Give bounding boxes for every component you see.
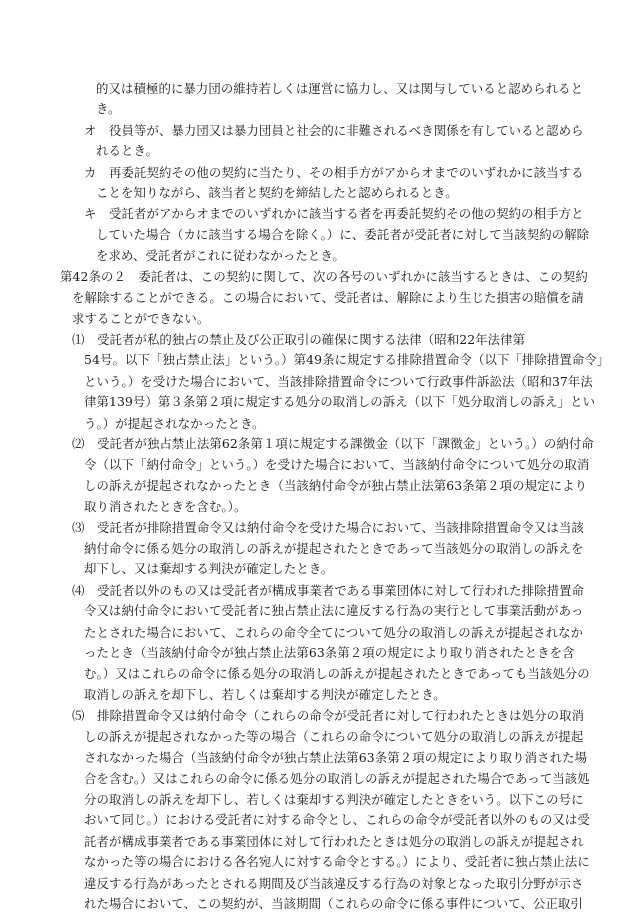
article-42-2: 第42条の２ 委託者は、この契約に関して、次の各号のいずれかに該当するときは、この契約 [60, 268, 588, 284]
text-line: 令（以下「納付命令」という。）を受けた場合において、当該納付命令について処分の取消 [84, 457, 590, 473]
text-line: 合を含む。）又はこれらの命令に係る処分の取消しの訴えが提起された場合であって当該処 [84, 770, 590, 786]
item-5: ⑸ 排除措置命令又は納付命令（これらの命令が受託者に対して行われたときは処分の取消 [72, 708, 585, 724]
item-4: ⑷ 受託者以外のもの又は受託者が構成事業者である事業団体に対して行われた排除措置命 [72, 582, 585, 598]
text-line: しの訴えが提起されなかったとき（当該納付命令が独占禁止法第63条第２項の規定により [84, 477, 588, 493]
text-line: 取り消されたときを含む。）。 [84, 499, 247, 515]
item-3: ⑶ 受託者が排除措置命令又は納付命令を受けた場合において、当該排除措置命令又は当該 [72, 519, 584, 535]
text-line: 54号。以下「独占禁止法」という。）第49条に規定する排除措置命令（以下「排除措置命令」 [84, 352, 610, 368]
text-line: 分の取消しの訴えを却下し、若しくは棄却する判決が確定したときをいう。以下この号に [84, 791, 584, 807]
text-line: という。）を受けた場合において、当該排除措置命令について行政事件訴訟法（昭和37年法 [84, 373, 593, 389]
text-line: 取消しの訴えを却下し、若しくは棄却する判決が確定したとき。 [84, 686, 446, 702]
text-line: れた場合において、この契約が、当該期間（これらの命令に係る事件について、公正取引 [84, 896, 583, 911]
text-line: 律第139号）第３条第２項に規定する処分の取消しの訴え（以下「処分取消しの訴え」とい [84, 394, 596, 410]
item-1: ⑴ 受託者が私的独占の禁止及び公正取引の確保に関する法律（昭和22年法律第 [72, 331, 526, 347]
text-line: おいて同じ。）における受託者に対する命令とし、これらの命令が受託者以外のもの又は受 [84, 812, 590, 828]
text-line: 違反する行為があったとされる期間及び当該違反する行為の対象となった取引分野が示さ [84, 875, 584, 891]
text-line: しの訴えが提起されなかった等の場合（これらの命令について処分の取消しの訴えが提起 [84, 728, 584, 744]
text-line: き。 [96, 101, 121, 117]
text-line: 納付命令に係る処分の取消しの訴えが提起されたときであって当該処分の取消しの訴えを [84, 541, 584, 557]
text-line: 却下し、又は棄却する判決が確定したとき。 [84, 561, 334, 577]
text-line: ことを知りながら、該当者と契約を締結したと認められるとき。 [96, 185, 458, 201]
text-line: れるとき。 [96, 143, 158, 159]
text-line: 的又は積極的に暴力団の維持若しくは運営に協力し、又は関与していると認められると [96, 81, 584, 96]
clause-ki: キ 受託者がアからオまでのいずれかに該当する者を再委託契約その他の契約の相手方と [84, 206, 584, 222]
text-line: 令又は納付命令において受託者に独占禁止法に違反する行為の実行として事業活動があっ [84, 603, 584, 619]
text-line: む。）又はこれらの命令に係る処分の取消しの訴えが提起されたときであっても当該処分の [84, 666, 590, 682]
text-line: 託者が構成事業者である事業団体に対して行われたときは処分の取消しの訴えが提起され [84, 833, 584, 849]
text-line: 求することができない。 [72, 310, 210, 326]
item-2: ⑵ 受託者が独占禁止法第62条第１項に規定する課徴金（以下「課徴金」という。）の納付命 [72, 435, 594, 451]
text-line: していた場合（カに該当する場合を除く。）に、委託者が受託者に対して当該契約の解除 [96, 226, 590, 242]
text-line: たとされた場合において、これらの命令全てについて処分の取消しの訴えが提起されなか [84, 624, 584, 640]
clause-o: オ 役員等が、暴力団又は暴力団員と社会的に非難されるべき関係を有していると認めら [84, 122, 584, 138]
text-line: されなかった場合（当該納付命令が独占禁止法第63条第２項の規定により取り消された場 [84, 750, 588, 766]
text-line: を解除することができる。この場合において、受託者は、解除により生じた損害の賠償を請 [72, 290, 584, 306]
clause-ka: カ 再委託契約その他の契約に当たり、その相手方がアからオまでのいずれかに該当する [84, 164, 584, 180]
text-line: ったとき（当該納付命令が独占禁止法第63条第２項の規定により取り消されたときを含 [84, 645, 575, 661]
text-line: う。）が提起されなかったとき。 [84, 415, 265, 431]
text-line: を求め、受託者がこれに従わなかったとき。 [96, 248, 345, 264]
text-line: なかった等の場合における各名宛人に対する命令とする。）により、受託者に独占禁止法に [84, 854, 590, 870]
